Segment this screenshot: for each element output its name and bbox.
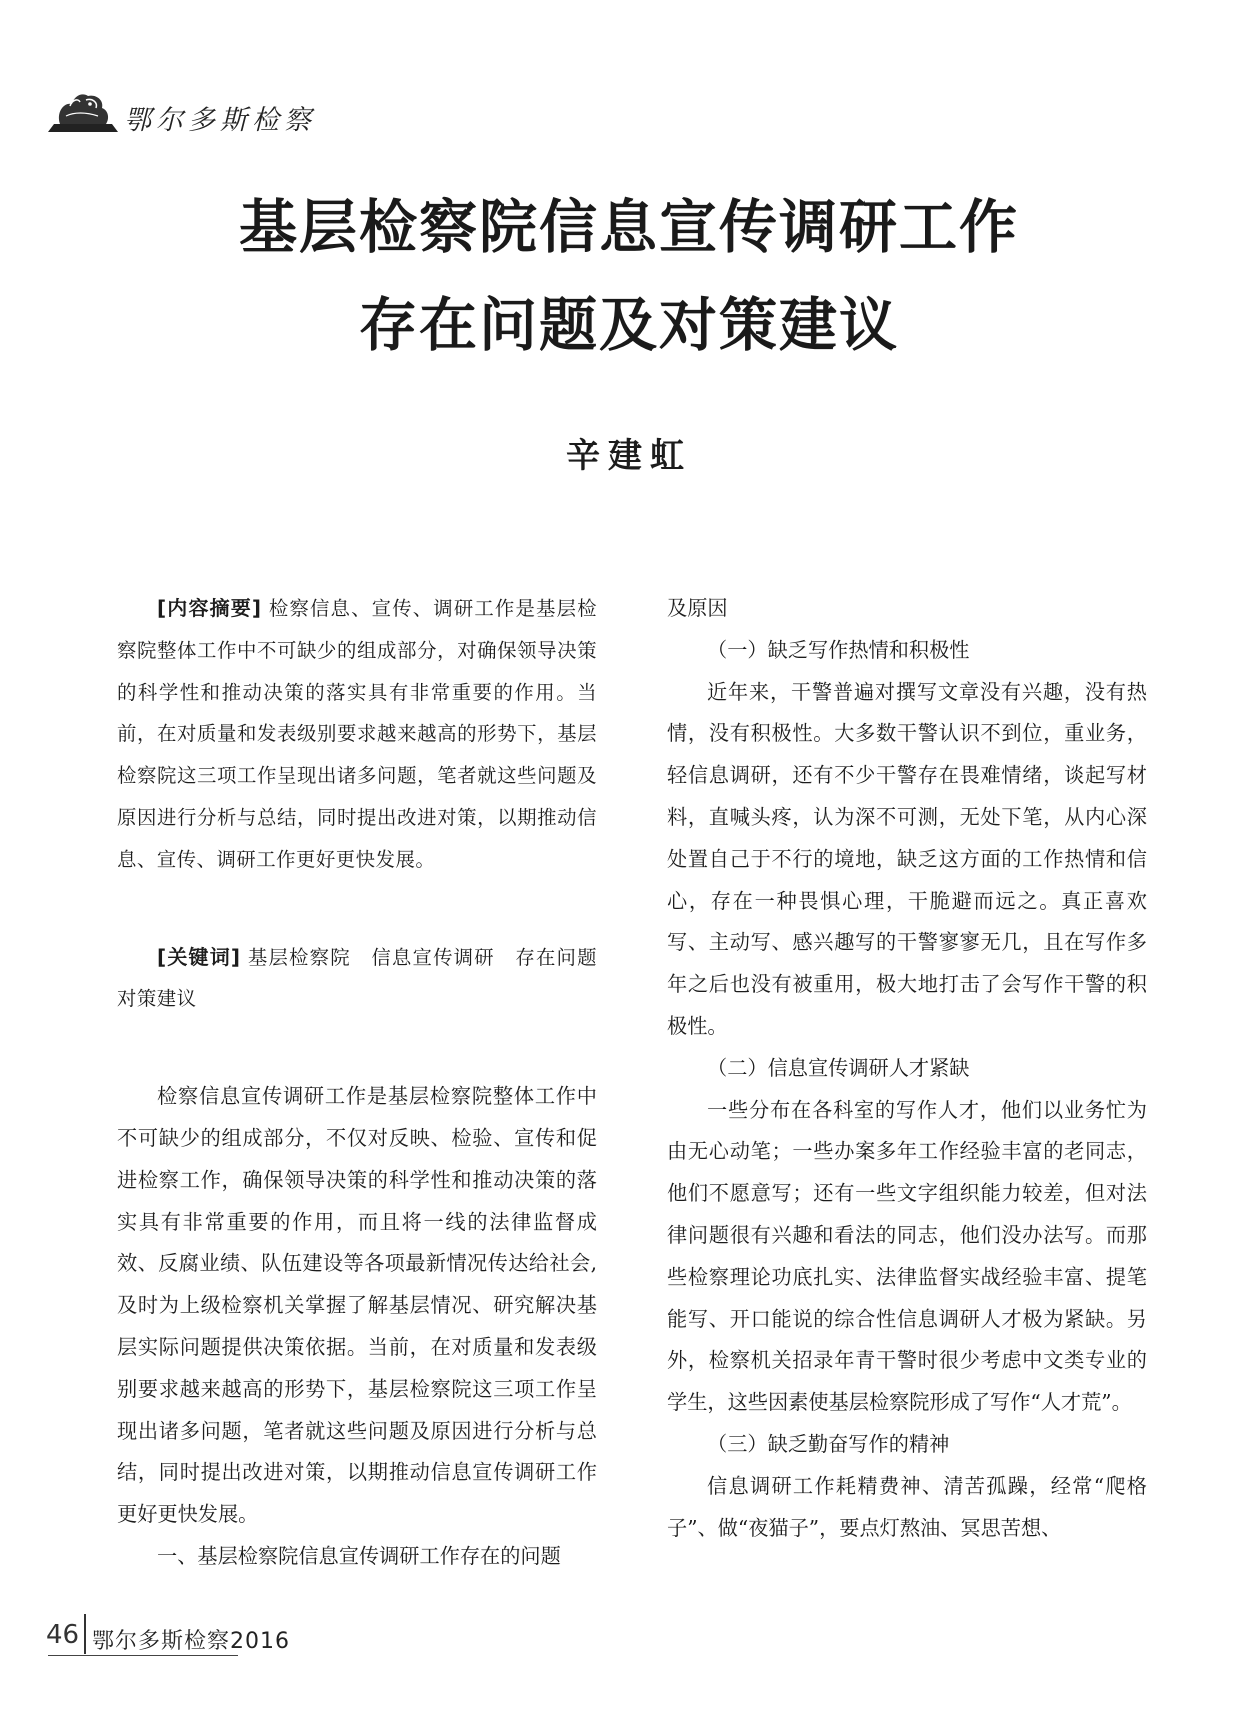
article-title-line1: 基层检察院信息宣传调研工作 (238, 193, 1019, 261)
right-column (667, 588, 1147, 1549)
journal-logo-icon (46, 88, 120, 134)
page-number: 46 (46, 1620, 80, 1650)
article-title-line2: 存在问题及对策建议 (358, 291, 899, 359)
section1-heading-continued: 及原因 (667, 596, 728, 620)
journal-name: 鄂尔多斯检察 (124, 105, 316, 136)
footer-rule (48, 1655, 238, 1656)
abstract-label: [内容摘要] (157, 596, 262, 620)
subsection2-heading: （二）信息宣传调研人才紧缺 (707, 1055, 970, 1080)
author-name: 辛建虹 (566, 436, 692, 476)
subsection3-paragraph: 信息调研工作耗精费神、清苦孤躁，经常“爬格子”、做“夜猫子”，要点灯熬油、冥思苦想、 (667, 1473, 1147, 1540)
section1-heading: 一、基层检察院信息宣传调研工作存在的问题 (157, 1543, 561, 1568)
abstract (117, 588, 597, 881)
abstract-text: 检察信息、宣传、调研工作是基层检察院整体工作中不可缺少的组成部分，对确保领导决策的科学性和推动决策的落实具有非常重要的作用。当前，在对质量和发表级别要求越来越高的形势下，基层检察院这三项工作呈现出诸多问题，笔者就这些问题及原因进行分析与总结，同时提出改进对策，以期推动信息、宣传、调研工作更好更快发展。 (117, 597, 598, 871)
subsection1-heading: （一）缺乏写作热情和积极性 (707, 637, 970, 662)
subsection3-heading: （三）缺乏勤奋写作的精神 (707, 1431, 950, 1456)
left-column (117, 588, 617, 1578)
keywords (117, 937, 617, 1021)
footer-journal-year: 鄂尔多斯检察2016 (92, 1629, 290, 1654)
footer-divider (84, 1614, 86, 1654)
subsection1-paragraph: 近年来，干警普遍对撰写文章没有兴趣，没有热情，没有积极性。大多数干警认识不到位，重业务，轻信息调研，还有不少干警存在畏难情绪，谈起写材料，直喊头疼，认为深不可测，无处下笔，从内心深处置自己于不行的境地，缺乏这方面的工作热情和信心，存在一种畏惧心理，干脆避而远之。真正喜欢写、主动写、感兴趣写的干警寥寥无几，且在写作多年之后也没有被重用，极大地打击了会写作干警的积极性。 (667, 679, 1147, 1038)
intro-paragraph: 检察信息宣传调研工作是基层检察院整体工作中不可缺少的组成部分，不仅对反映、检验、宣传和促进检察工作，确保领导决策的科学性和推动决策的落实具有非常重要的作用，而且将一线的法律监督成效、反腐业绩、队伍建设等各项最新情况传达给社会,及时为上级检察机关掌握了解基层情况、研究解决基层实际问题提供决策依据。当前，在对质量和发表级别要求越来越高的形势下，基层检察院这三项工作呈现出诸多问题，笔者就这些问题及原因进行分析与总结，同时提出改进对策，以期推动信息宣传调研工作更好更快发展。 (117, 1084, 597, 1527)
keywords-text: 基层检察院 信息宣传调研 存在问题 对策建议 (117, 945, 617, 1011)
keywords-label: [关键词] (157, 944, 241, 969)
subsection2-paragraph: 一些分布在各科室的写作人才，他们以业务忙为由无心动笔；一些办案多年工作经验丰富的老同志，他们不愿意写；还有一些文字组织能力较差，但对法律问题很有兴趣和看法的同志，他们没办法写。而那些检察理论功底扎实、法律监督实战经验丰富、提笔能写、开口能说的综合性信息调研人才极为紧缺。另外，检察机关招录年青干警时很少考虑中文类专业的学生，这些因素使基层检察院形成了写作“人才荒”。 (667, 1097, 1147, 1415)
